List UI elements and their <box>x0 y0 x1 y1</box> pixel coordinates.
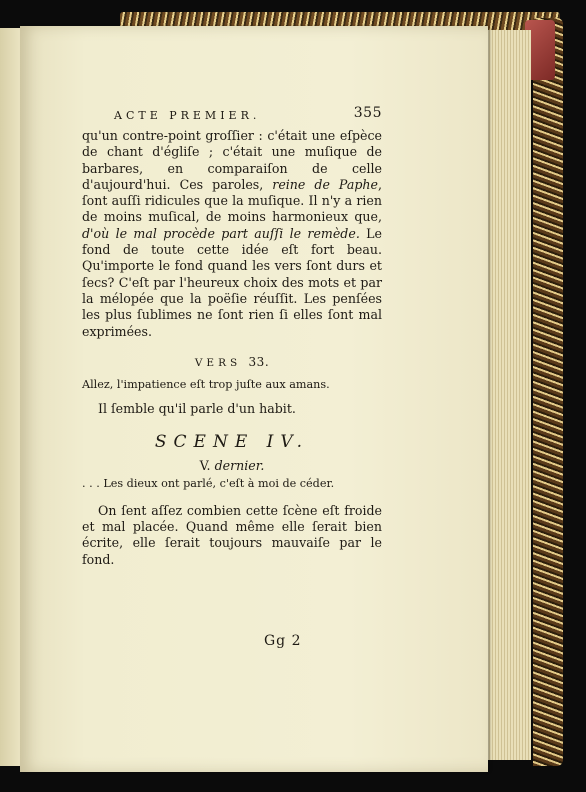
verse-reference <box>82 458 382 474</box>
italic-quote: d'où le mal procède part auſſi le remède. <box>82 225 360 241</box>
vers-heading <box>82 354 382 371</box>
paragraph-commentary <box>82 128 382 340</box>
page-edges <box>486 30 531 760</box>
text-run: Le fond de toute cette idée eſt fort beau. Qu'importe le fond quand les vers ſont durs et ſecs? C'eſt par l'heureux choix des mots et par la mélopée que la poëſie réuſſit. Les penſées les plus ſublimes ne ſont rien ſi elles ſont mal exprimées. <box>82 225 382 339</box>
book-binding-right <box>533 18 563 766</box>
running-title: ACTE PREMIER. <box>114 109 261 122</box>
verse-comment: Il ſemble qu'il parle d'un habit. <box>98 401 296 417</box>
dernier-label: dernier. <box>214 458 265 474</box>
text-run: qu'un contre-point groſſier : c'était une eſpèce de chant d'égliſe ; c'était une muſique de barbares, en comparaiſon de celle d'aujourd'hui. Ces paroles, <box>82 128 382 192</box>
verse-quote-2: . . . Les dieux ont parlé, c'eſt à moi de céder. <box>82 477 335 491</box>
vers-number: 33. <box>248 354 270 369</box>
scene-commentary: On ſent aſſez combien cette ſcène eſt froide et mal placée. Quand même elle ſerait bien écrite, elle ſerait toujours mauvaiſe par le fond. <box>82 502 382 567</box>
book-page <box>20 26 488 772</box>
signature-mark: Gg 2 <box>264 633 302 649</box>
vers-label: VERS <box>194 356 242 369</box>
verse-quote: Allez, l'impatience eſt trop juſte aux amans. <box>82 378 330 392</box>
v-label: V. <box>199 458 211 474</box>
page-number: 355 <box>353 105 382 121</box>
scene-heading: SCENE IV. <box>154 431 310 452</box>
page-header <box>82 106 382 128</box>
text-run: , ſont auſſi ridicules que la muſique. Il n'y a rien de moins muſical, de moins harmonieux que, <box>82 176 382 225</box>
italic-quote: reine de Paphe <box>272 176 378 192</box>
page-text <box>82 106 382 568</box>
